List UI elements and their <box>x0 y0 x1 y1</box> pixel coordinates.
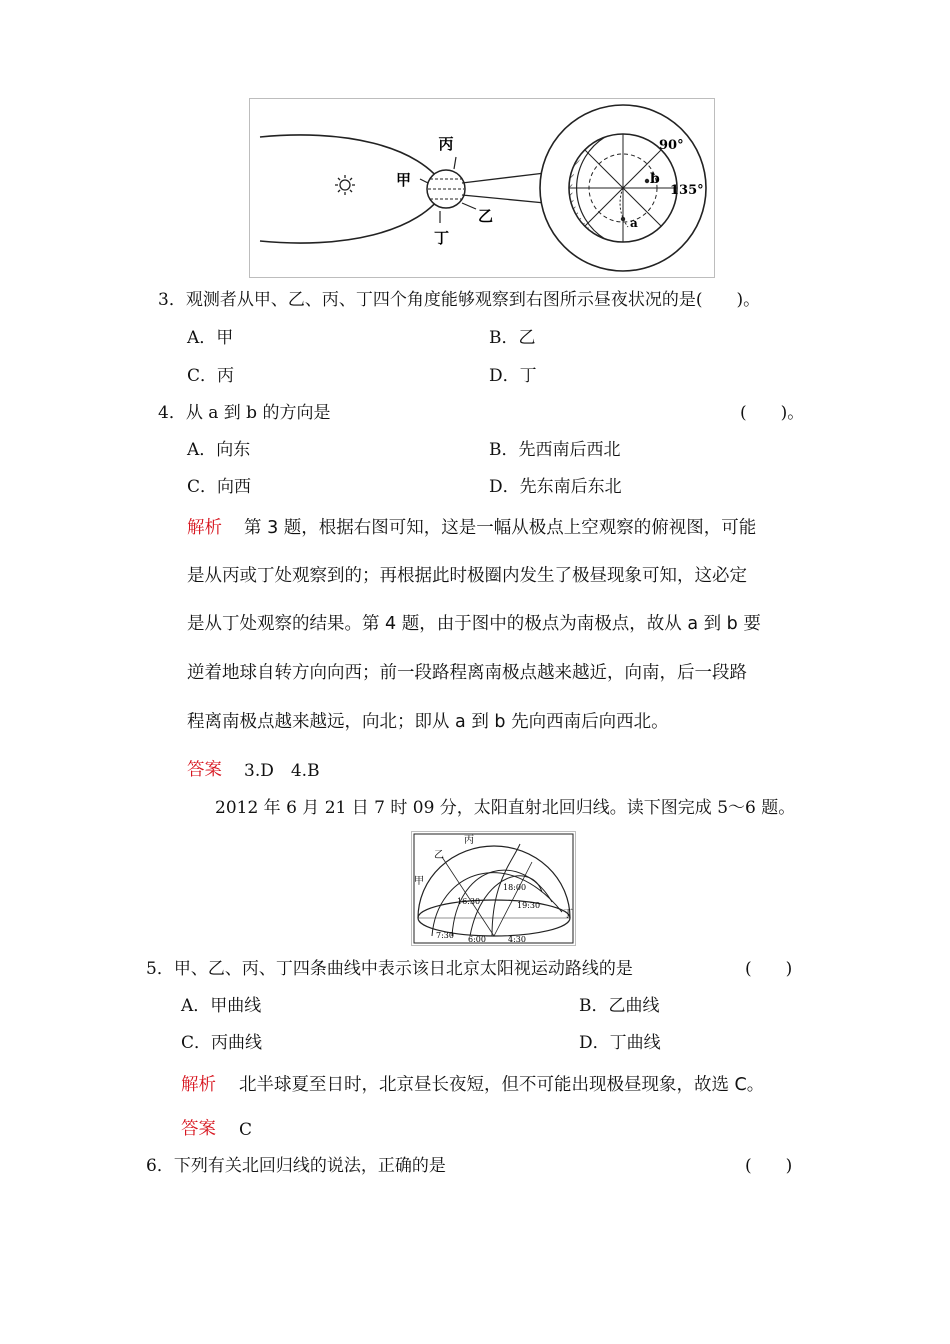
q5-option-b[interactable]: B．乙曲线 <box>579 996 660 1016</box>
q4-option-d[interactable]: D．先东南后东北 <box>489 477 622 497</box>
q3-stem: 3．观测者从甲、乙、丙、丁四个角度能够观察到右图所示昼夜状况的是( )。 <box>158 290 761 310</box>
analysis34-line-4: 逆着地球自转方向向西；前一段路程离南极点越来越近，向南，后一段路 <box>187 663 747 683</box>
label-90: 90° <box>659 138 684 153</box>
q4-stem: 4．从 a 到 b 的方向是 <box>158 403 331 423</box>
analysis34-line-1: 第 3 题，根据右图可知，这是一幅从极点上空观察的俯视图，可能 <box>244 518 757 538</box>
fig2-label-bing: 丙 <box>464 835 474 846</box>
q3-option-a[interactable]: A．甲 <box>187 328 234 348</box>
q4-option-c[interactable]: C．向西 <box>187 477 252 497</box>
q6-paren: ( ) <box>745 1156 793 1176</box>
q4-option-a[interactable]: A．向东 <box>187 440 251 460</box>
q3-option-d[interactable]: D．丁 <box>489 366 537 386</box>
fig2-label-0430: 4:30 <box>508 935 526 944</box>
q5-paren: ( ) <box>745 959 793 979</box>
q3-option-c[interactable]: C．丙 <box>187 366 235 386</box>
intro-56: 2012 年 6 月 21 日 7 时 09 分，太阳直射北回归线。读下图完成 5～6 题。 <box>215 798 796 818</box>
label-bing: 丙 <box>438 135 454 153</box>
figure-sun-path <box>411 831 576 946</box>
label-a: a <box>630 216 638 230</box>
answer5-label: 答案 <box>181 1119 216 1139</box>
analysis5-label: 解析 <box>181 1075 216 1095</box>
label-jia: 甲 <box>396 171 412 189</box>
label-b: b <box>650 171 660 187</box>
fig2-label-1630: 16:30 <box>457 897 481 906</box>
analysis34-label: 解析 <box>187 518 222 538</box>
q5-option-c[interactable]: C．丙曲线 <box>181 1033 263 1053</box>
figure-earth-orbit <box>249 98 715 278</box>
small-earth <box>427 170 465 208</box>
analysis5-text: 北半球夏至日时，北京昼长夜短，但不可能出现极昼现象，故选 C。 <box>239 1075 765 1095</box>
label-ding: 丁 <box>434 229 450 247</box>
orbit-path <box>260 135 446 243</box>
answer5-text: C <box>239 1120 253 1140</box>
q3-option-b[interactable]: B．乙 <box>489 328 536 348</box>
fig2-label-1800: 18:00 <box>503 883 527 892</box>
q4-option-b[interactable]: B．先西南后西北 <box>489 440 621 460</box>
figure-earth-orbit-svg <box>250 99 714 277</box>
fig2-label-0730: 7:30 <box>436 931 454 940</box>
answer34-label: 答案 <box>187 760 222 780</box>
fig2-label-yi: 乙 <box>434 850 444 861</box>
fig2-label-0600: 6:00 <box>468 935 486 944</box>
q5-option-a[interactable]: A．甲曲线 <box>181 996 262 1016</box>
answer34-text: 3.D 4.B <box>244 761 320 781</box>
q5-option-d[interactable]: D．丁曲线 <box>579 1033 661 1053</box>
q6-stem: 6．下列有关北回归线的说法，正确的是 <box>146 1156 446 1176</box>
q5-stem: 5．甲、乙、丙、丁四条曲线中表示该日北京太阳视运动路线的是 <box>146 959 633 979</box>
analysis34-line-3: 是从丁处观察的结果。第 4 题，由于图中的极点为南极点，故从 a 到 b 要 <box>187 614 761 634</box>
fig2-label-1930: 19:30 <box>517 901 541 910</box>
q4-paren: ( )。 <box>740 403 805 423</box>
label-yi: 乙 <box>478 207 494 225</box>
fig2-label-ding: 丁 <box>563 909 573 920</box>
sun-icon <box>335 175 355 195</box>
analysis34-line-2: 是从丙或丁处观察到的；再根据此时极圈内发生了极昼现象可知，这必定 <box>187 566 747 586</box>
analysis34-line-5: 程离南极点越来越远，向北；即从 a 到 b 先向西南后向西北。 <box>187 712 669 732</box>
figure-sun-path-svg <box>412 832 575 945</box>
label-135: 135° <box>670 183 704 198</box>
fig2-label-jia: 甲 <box>414 876 424 887</box>
